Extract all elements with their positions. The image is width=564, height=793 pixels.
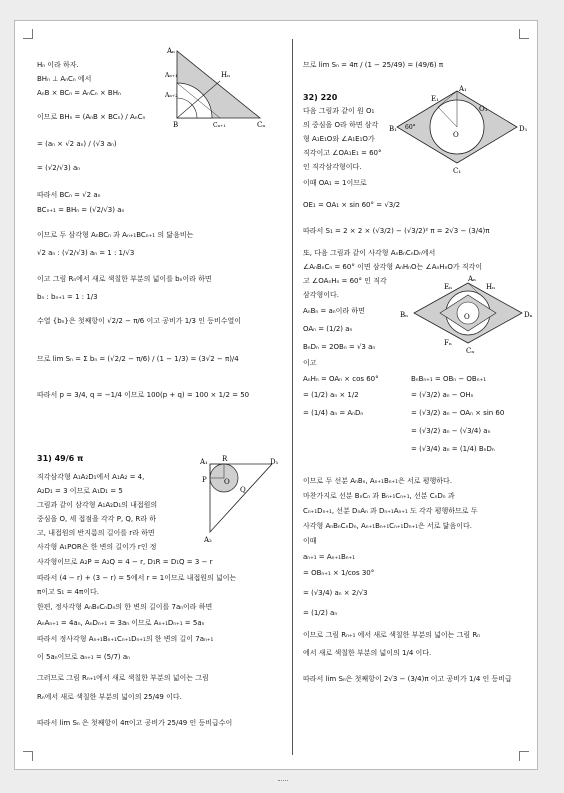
fig1-label-b: B <box>173 121 179 129</box>
right-line: 이고 <box>303 359 317 367</box>
right-line: 다음 그림과 같이 원 O₁ <box>303 107 375 115</box>
crop-mark-bottom-right <box>519 751 529 761</box>
right-line: 마찬가지로 선분 BₙCₙ 과 Bₙ₊₁Cₙ₊₁, 선분 CₙDₙ 과 <box>303 492 455 500</box>
right-line: 에서 새로 색칠한 부분의 넓이의 1/4 이다. <box>303 649 432 657</box>
right-line: 므로 lim Sₙ = 4π / (1 − 25/49) = (49/6) π <box>303 61 444 69</box>
right-line: 이때 OA₁ = 1이므로 <box>303 179 367 187</box>
left-line: = (√2/√3) aₙ <box>37 164 81 172</box>
right-line: 따라서 lim Sₙ은 첫째항이 2√3 − (3/4)π 이고 공비가 1/4 인 등비급 <box>303 675 512 683</box>
fig1-label-a3: Aₙ₊₂ <box>165 92 178 99</box>
fig4-label-d: Dₙ <box>524 311 533 319</box>
left-line: Hₙ 이라 하자. <box>37 61 79 69</box>
fig3-label-o: O <box>453 131 459 139</box>
right-line: = (1/2) aₙ × 1/2 <box>303 391 359 399</box>
left-line: 사각형 A₁POR은 한 변의 길이가 r인 정 <box>37 543 157 551</box>
right-line: = (√3/4) aₙ × 2/√3 <box>303 589 368 597</box>
fig3-label-d: D₁ <box>519 125 528 133</box>
right-line: 의 중심을 O라 하면 삼각 <box>303 121 379 129</box>
fig1-label-a2: Aₙ₊₁ <box>165 72 178 79</box>
document-page <box>14 20 538 770</box>
left-line: 이므로 BHₙ = (AₙB × BCₙ) / AₙCₙ <box>37 113 146 121</box>
right-line: = OBₙ₊₁ × 1/cos 30° <box>303 569 375 577</box>
fig4-label-c: Cₙ <box>466 347 475 355</box>
left-line: 그러므로 그림 Rₙ₊₁에서 새로 색칠한 부분의 넓이는 그림 <box>37 674 209 682</box>
left-line: 따라서 BCₙ = √2 aₙ <box>37 191 101 199</box>
left-line: 31) 49/6 π <box>37 454 84 463</box>
fig4-label-o: O <box>464 313 470 321</box>
right-line: OE₁ = OA₁ × sin 60° = √3/2 <box>303 201 401 209</box>
fig3-label-a: A₁ <box>459 85 467 93</box>
right-line: 또, 다음 그림과 같이 사각형 AₙBₙCₙDₙ에서 <box>303 249 436 257</box>
right-line: AₙHₙ = OAₙ × cos 60° <box>303 375 379 383</box>
fig4-label-f: Fₙ <box>444 339 452 347</box>
fig3-label-angle: 60° <box>405 124 416 131</box>
right-line: 따라서 S₁ = 2 × 2 × (√3/2) − (√3/2)² π = 2√3 − (3/4)π <box>303 227 490 235</box>
rightsub-line: = (√3/4) aₙ = (1/4) BₙDₙ <box>411 445 495 453</box>
right-line: 인 직각삼각형이다. <box>303 163 362 171</box>
right-line: OAₙ = (1/2) aₙ <box>303 325 353 333</box>
right-line: 고 ∠OAₙHₙ = 60° 인 직각 <box>303 277 387 285</box>
right-line: = (1/4) aₙ = AₙDₙ <box>303 409 364 417</box>
fig2-label-d1: D₁ <box>270 458 279 466</box>
fig1-label-c: Cₙ <box>257 121 266 129</box>
left-line: 그림과 같이 삼각형 A₁A₂D₁의 내접원의 <box>37 501 158 509</box>
fig1-label-a: Aₙ <box>167 47 176 55</box>
left-line: 중심을 O, 세 접점을 각각 P, Q, R라 하 <box>37 515 156 523</box>
left-line: 따라서 (4 − r) + (3 − r) = 5에서 r = 1이므로 내접원의 넓이는 <box>37 574 237 582</box>
fig2-label-r: R <box>222 455 228 463</box>
right-line: 이므로 그림 Rₙ₊₁ 에서 새로 색칠한 부분의 넓이는 그림 Rₙ <box>303 631 481 639</box>
left-line: bₙ : bₙ₊₁ = 1 : 1/3 <box>37 293 98 301</box>
left-line: BHₙ ⊥ AₙCₙ 에서 <box>37 75 92 83</box>
rightsub-line: = (√3/2) aₙ − OAₙ × sin 60 <box>411 409 505 417</box>
figure-rhombus-circles <box>400 273 535 355</box>
rightsub-line: = (√3/2) aₙ − OHₙ <box>411 391 474 399</box>
right-line: ∠AₙBₙCₙ = 60° 이면 삼각형 AₙHₙO는 ∠AₙHₙO가 직각이 <box>303 263 483 271</box>
left-line: AₙAₙ₊₁ = 4aₙ, AₙDₙ₊₁ = 3aₙ 이므로 Aₙ₊₁Dₙ₊₁ = 5aₙ <box>37 619 205 627</box>
fig3-label-o1: O₁ <box>479 105 488 113</box>
fig1-label-c1: Cₙ₊₁ <box>213 122 226 129</box>
left-line: 따라서 정사각형 Aₙ₊₁Bₙ₊₁Cₙ₊₁Dₙ₊₁의 한 변의 길이 7aₙ₊₁ <box>37 635 214 643</box>
left-line: AₙB × BCₙ = AₙCₙ × BHₙ <box>37 89 121 97</box>
rightsub-line: = (√3/2) aₙ − (√3/4) aₙ <box>411 427 491 435</box>
left-line: 따라서 lim Sₙ 은 첫째항이 4π이고 공비가 25/49 인 등비급수이 <box>37 719 233 727</box>
rightsub-line: BₙBₙ₊₁ = OBₙ − OBₙ₊₁ <box>411 375 487 383</box>
crop-mark-bottom-left <box>23 751 33 761</box>
left-line: A₂D₁ = 3 이므로 A₁D₁ = 5 <box>37 487 123 495</box>
page-bottom-tab <box>278 780 288 787</box>
fig2-label-a2: A₂ <box>204 536 212 544</box>
fig2-label-q: Q <box>240 486 246 494</box>
fig2-label-o: O <box>224 478 230 486</box>
right-line: 사각형 AₙBₙCₙDₙ, Aₙ₊₁Bₙ₊₁Cₙ₊₁Dₙ₊₁은 서로 닮음이다. <box>303 522 473 530</box>
right-line: 이므로 두 선분 AₙBₙ, Aₙ₊₁Bₙ₊₁은 서로 평행하다. <box>303 477 453 485</box>
right-line: 직각이고 ∠OA₁E₁ = 60° <box>303 149 382 157</box>
left-line: 이고 그림 Rₙ에서 새로 색칠한 부분의 넓이를 bₙ이라 하면 <box>37 275 212 283</box>
right-line: AₙBₙ = aₙ이라 하면 <box>303 307 365 315</box>
fig3-label-e: E₁ <box>431 95 439 103</box>
right-line: 삼각형이다. <box>303 291 340 299</box>
figure-rhombus-circle <box>389 83 530 175</box>
left-line: 이므로 두 삼각형 AₙBCₙ 과 Aₙ₊₁BCₙ₊₁ 의 닮음비는 <box>37 231 194 239</box>
fig2-label-p: P <box>202 476 207 484</box>
left-line: = (aₙ × √2 aₙ) / (√3 aₙ) <box>37 140 117 148</box>
figure-triangle-arcs <box>165 43 275 129</box>
left-line: Rₙ에서 새로 색칠한 부분의 넓이의 25/49 이다. <box>37 693 182 701</box>
left-line: 고, 내접원의 반지름의 길이를 r라 하면 <box>37 529 155 537</box>
right-line: 32) 220 <box>303 93 338 102</box>
fig4-label-h: Hₙ <box>486 283 496 291</box>
fig3-label-c: C₁ <box>453 167 462 175</box>
fig3-label-b: B₁ <box>389 125 397 133</box>
left-line: 직각삼각형 A₁A₂D₁에서 A₁A₂ = 4, <box>37 473 145 481</box>
left-line: 이 5aₙ이므로 aₙ₊₁ = (5/7) aₙ <box>37 653 130 661</box>
figure-incircle-triangle <box>200 454 280 542</box>
left-line: 따라서 p = 3/4, q = −1/4 이므로 100(p + q) = 100 × 1/2 = 50 <box>37 391 250 399</box>
fig4-label-a: Aₙ <box>468 275 477 283</box>
right-line: aₙ₊₁ = Aₙ₊₁Bₙ₊₁ <box>303 553 356 561</box>
right-line: = (1/2) aₙ <box>303 609 338 617</box>
crop-mark-top-right <box>519 29 529 39</box>
fig1-label-h: Hₙ <box>221 71 231 79</box>
fig4-label-b: Bₙ <box>400 311 409 319</box>
column-divider <box>292 39 293 755</box>
left-line: π이고 S₁ = 4π이다. <box>37 588 99 596</box>
left-line: BCₙ₊₁ = BHₙ = (√2/√3) aₙ <box>37 206 125 214</box>
left-line: 수열 {bₙ}은 첫째항이 √2/2 − π/6 이고 공비가 1/3 인 등비수열이 <box>37 317 241 325</box>
right-line: Cₙ₊₁Dₙ₊₁, 선분 DₙAₙ 과 Dₙ₊₁Aₙ₊₁ 도 각각 평행하므로 두 <box>303 507 478 515</box>
left-line: 사각형이므로 A₂P = A₂Q = 4 − r, D₁R = D₁Q = 3 − r <box>37 558 213 566</box>
right-line: BₙDₙ = 2OBₙ = √3 aₙ <box>303 343 376 351</box>
crop-mark-top-left <box>23 29 33 39</box>
left-line: 한편, 정사각형 AₙBₙCₙDₙ의 한 변의 길이를 7aₙ이라 하면 <box>37 603 213 611</box>
left-line: √2 aₙ : (√2/√3) aₙ = 1 : 1/√3 <box>37 249 135 257</box>
right-line: 이때 <box>303 537 317 545</box>
fig4-label-e: Eₙ <box>444 283 453 291</box>
right-line: 형 A₁E₁O와 ∠A₁E₁O가 <box>303 135 375 143</box>
left-line: 므로 lim Sₙ = Σ bₙ = (√2/2 − π/6) / (1 − 1/3) = (3√2 − π)/4 <box>37 355 239 363</box>
fig2-label-a1: A₁ <box>200 458 208 466</box>
